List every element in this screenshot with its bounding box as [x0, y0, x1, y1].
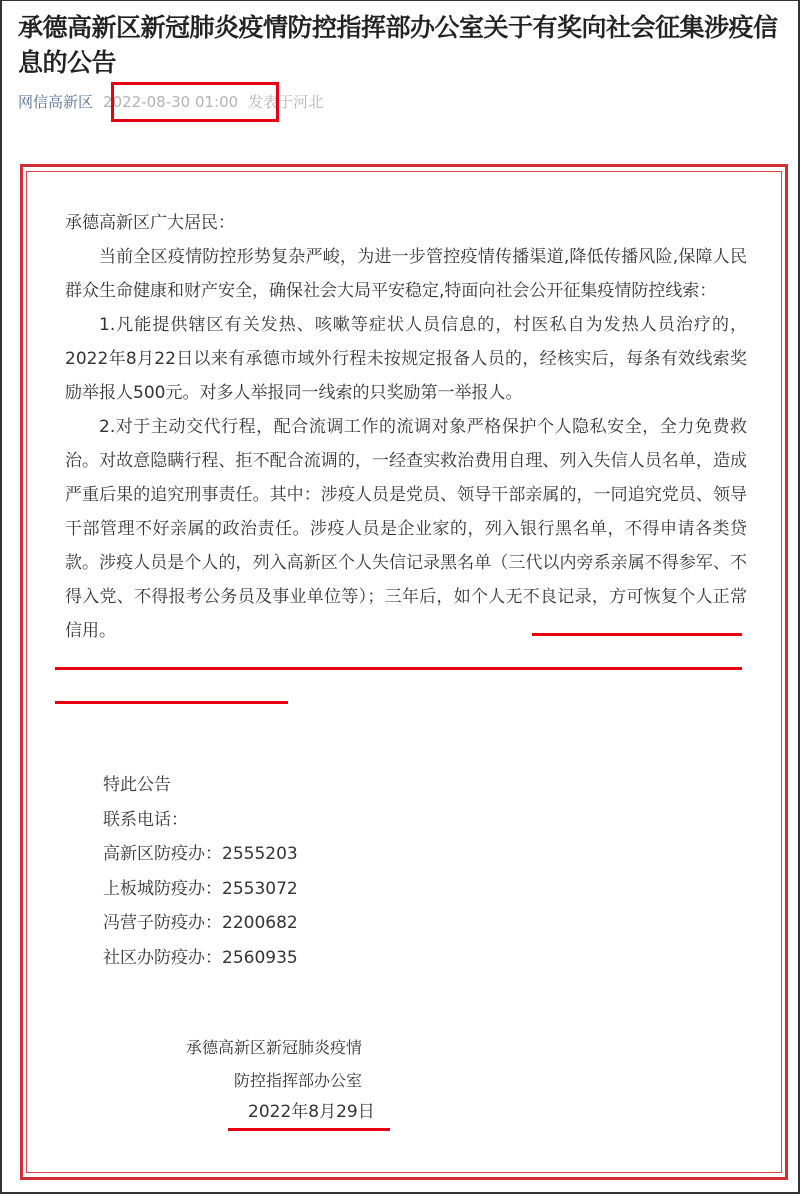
- contact-row: [103, 941, 298, 976]
- contact-row: [103, 906, 298, 941]
- contact-office: 上板城防疫办：: [103, 878, 222, 899]
- article-title: 承德高新区新冠肺炎疫情防控指挥部办公室关于有奖向社会征集涉疫信息的公告: [18, 13, 778, 77]
- paragraph-intro: 当前全区疫情防控形势复杂严峻，为进一步管控疫情传播渠道,降低传播风险,保障人民群众生命健康和财产安全，确保社会大局平安稳定,特面向社会公开征集疫情防控线索：: [65, 247, 747, 301]
- signature-org-line2: 防控指挥部办公室: [234, 1071, 363, 1090]
- contact-section: [103, 768, 298, 975]
- highlight-underline: [55, 667, 742, 670]
- paragraph-item-1: 1.凡能提供辖区有关发热、咳嗽等症状人员信息的，村医私自为发热人员治疗的，2022年8月22日以来有承德市域外行程未按规定报备人员的，经核实后，每条有效线索奖励举报人500元。对多人举报同一线索的只奖励第一举报人。: [65, 315, 747, 403]
- paragraph-item-2: 2.对于主动交代行程，配合流调工作的流调对象严格保护个人隐私安全，全力免费救治。对故意隐瞒行程、拒不配合流调的，一经查实救治费用自理、列入失信人员名单，造成严重后果的追究刑事责任。其中：涉疫人员是党员、领导干部亲属的，一同追究党员、领导干部管理不好亲属的政治责任。涉疫人员是企业家的，列入银行黑名单，不得申请各类贷款。涉疫人员是个人的，列入高新区个人失信记录黑名单（三代以内旁系亲属不得参军、不得入党、不得报考公务员及事业单位等）；三年后，如个人无不良记录，方可恢复个人正常信用。: [65, 417, 747, 641]
- signature-date: 2022年8月29日: [248, 1102, 375, 1122]
- contact-phone: 2200682: [222, 913, 298, 933]
- contact-phone: 2560935: [222, 947, 298, 968]
- contact-office: 社区办防疫办：: [103, 947, 222, 968]
- contact-row: [103, 872, 298, 907]
- author-link[interactable]: 网信高新区: [18, 93, 94, 111]
- contact-label: 联系电话：: [103, 809, 188, 830]
- contact-office: 高新区防疫办：: [103, 844, 222, 864]
- publish-location: 发表于河北: [248, 93, 324, 111]
- contact-row: [103, 837, 298, 872]
- date-underline: [228, 1128, 390, 1131]
- notice-body: [65, 206, 747, 648]
- notice-closing: 特此公告: [103, 775, 171, 795]
- date-highlight-box: [111, 82, 279, 122]
- highlight-underline: [532, 633, 742, 636]
- signature-org-line1: 承德高新区新冠肺炎疫情: [186, 1038, 363, 1057]
- contact-office: 冯营子防疫办：: [103, 913, 222, 933]
- highlight-underline: [55, 701, 288, 704]
- publish-time: 2022-08-30 01:00: [103, 93, 239, 111]
- salutation: 承德高新区广大居民：: [65, 213, 235, 233]
- contact-phone: 2555203: [222, 844, 298, 864]
- contact-phone: 2553072: [222, 878, 298, 899]
